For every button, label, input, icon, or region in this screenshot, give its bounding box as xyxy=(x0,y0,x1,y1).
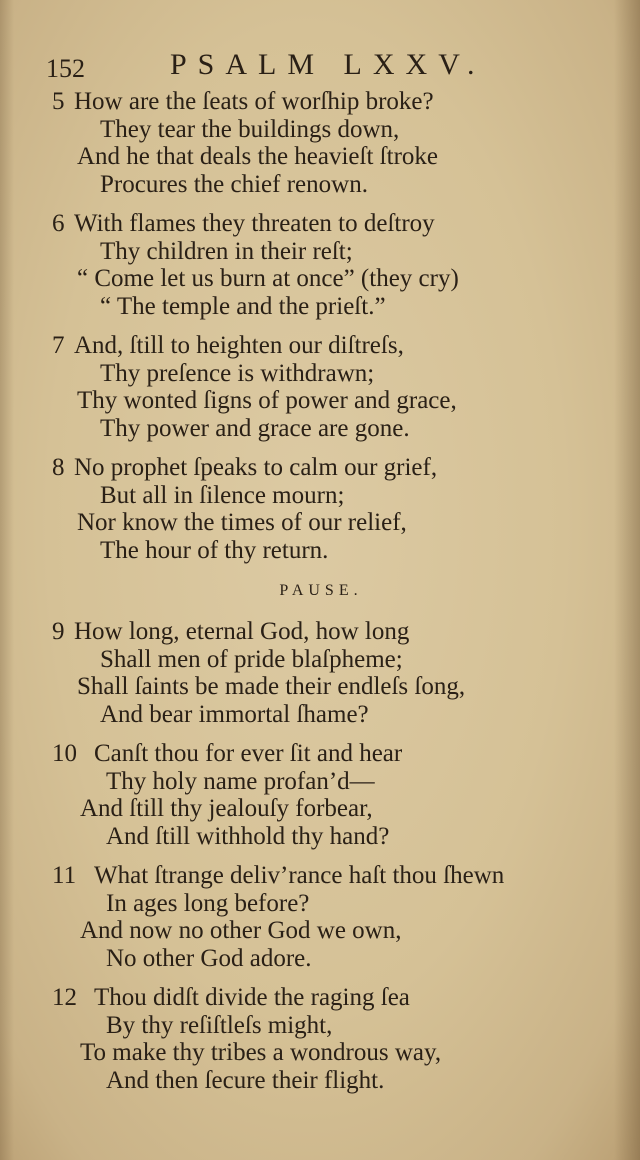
verse-line: Thy preſence is withdrawn; xyxy=(100,359,375,387)
verse-line: The hour of thy return. xyxy=(100,536,329,564)
verse-line: Shall men of pride blaſpheme; xyxy=(100,645,403,673)
page-edge-shadow xyxy=(614,0,640,1160)
verse-line: And now no other God we own, xyxy=(80,917,402,944)
psalm-text xyxy=(46,88,606,1106)
verse-line: To make thy tribes a wondrous way, xyxy=(80,1039,442,1066)
verse-line: With flames they threaten to deſtroy xyxy=(74,210,435,237)
stanza-5 xyxy=(46,88,606,198)
verse-line: And, ſtill to heighten our diſtreſs, xyxy=(74,332,404,359)
verse-line: Thy holy name profan’d— xyxy=(106,767,375,795)
verse-number: 10 xyxy=(52,740,77,767)
stanza-9 xyxy=(46,618,606,728)
verse-line: No other God adore. xyxy=(106,944,312,972)
verse-number: 8 xyxy=(52,454,65,481)
verse-line: Thou didſt divide the raging ſea xyxy=(94,984,410,1011)
verse-line: What ſtrange deliv’rance haſt thou ſhewn xyxy=(94,862,505,889)
stanza-7 xyxy=(46,332,606,442)
verse-line: And he that deals the heavieſt ſtroke xyxy=(77,143,438,170)
verse-number: 12 xyxy=(52,984,77,1011)
verse-line: Shall ſaints be made their endleſs ſong, xyxy=(77,673,466,700)
verse-line: Canſt thou for ever ſit and hear xyxy=(94,740,403,767)
verse-number: 6 xyxy=(52,210,65,237)
verse-line: Thy wonted ſigns of power and grace, xyxy=(77,387,457,414)
pause-heading: PAUSE. xyxy=(279,582,363,599)
verse-line: By thy reſiſtleſs might, xyxy=(106,1011,333,1039)
verse-line: Thy power and grace are gone. xyxy=(100,414,410,442)
verse-line: But all in ſilence mourn; xyxy=(100,481,345,509)
verse-line: They tear the buildings down, xyxy=(100,115,400,143)
verse-line: How long, eternal God, how long xyxy=(74,618,410,645)
stanza-11 xyxy=(46,862,606,972)
verse-line: And ſtill withhold thy hand? xyxy=(106,822,390,850)
page-number: 152 xyxy=(46,54,85,83)
stanza-8 xyxy=(46,454,606,564)
verse-line: “ The temple and the prieſt.” xyxy=(100,292,386,320)
verse-number: 9 xyxy=(52,618,65,645)
stanza-6 xyxy=(46,210,606,320)
verse-line: Thy children in their reſt; xyxy=(100,237,353,265)
verse-number: 7 xyxy=(52,332,65,359)
stanza-10 xyxy=(46,740,606,850)
verse-line: In ages long before? xyxy=(106,889,310,917)
gutter-shadow xyxy=(0,0,14,1160)
verse-line: And bear immortal ſhame? xyxy=(100,700,369,728)
running-head: PSALM LXXV. xyxy=(170,48,486,81)
verse-line: And then ſecure their flight. xyxy=(106,1066,385,1094)
verse-line: How are the ſeats of worſhip broke? xyxy=(74,88,434,115)
stanza-12 xyxy=(46,984,606,1094)
verse-number: 11 xyxy=(52,862,77,889)
verse-line: Procures the chief renown. xyxy=(100,170,368,198)
verse-number: 5 xyxy=(52,88,65,115)
verse-line: No prophet ſpeaks to calm our grief, xyxy=(74,454,438,481)
verse-line: And ſtill thy jealouſy forbear, xyxy=(80,795,373,822)
page-header xyxy=(46,46,600,86)
verse-line: “ Come let us burn at once” (they cry) xyxy=(77,265,459,292)
verse-line: Nor know the times of our relief, xyxy=(77,509,407,536)
